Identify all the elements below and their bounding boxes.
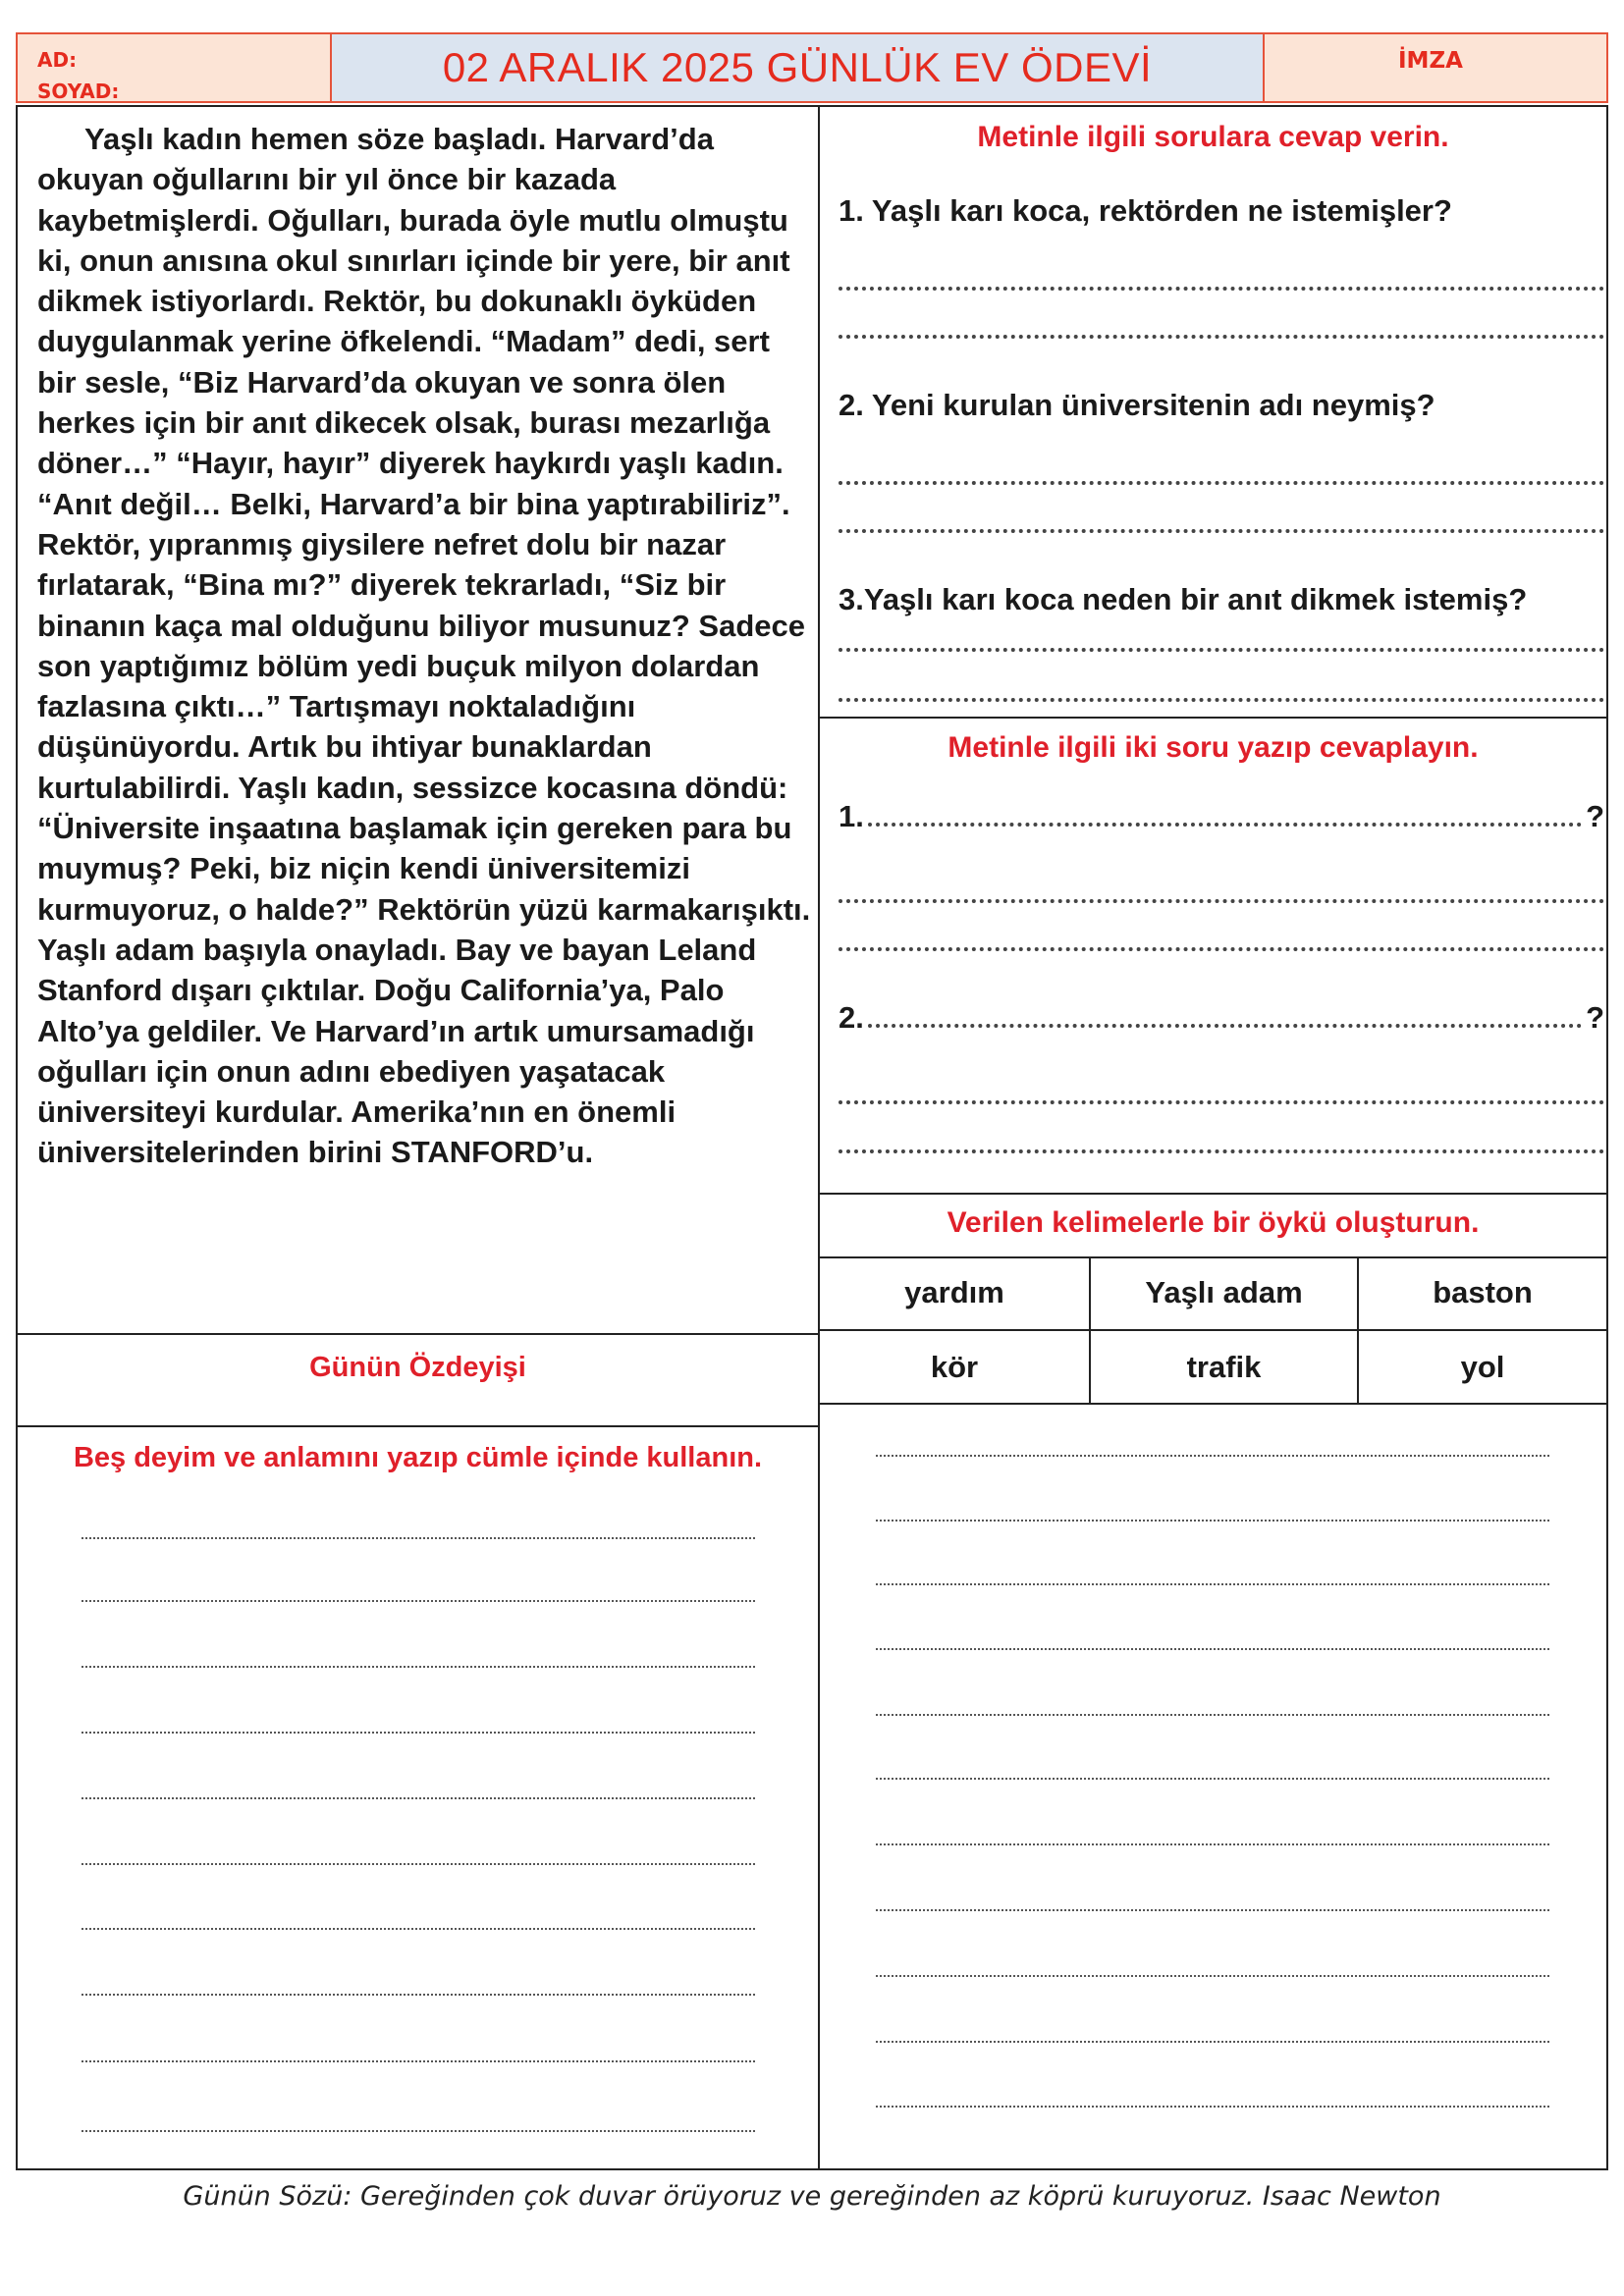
- column-divider: [818, 107, 820, 2168]
- divider-words-row2: [820, 1403, 1606, 1405]
- deyim-answer-line[interactable]: [81, 1928, 755, 1930]
- answer-line[interactable]: [839, 947, 1604, 951]
- story-answer-line[interactable]: [876, 1843, 1549, 1845]
- question-3: 3.Yaşlı karı koca neden bir anıt dikmek istemiş?: [839, 582, 1528, 616]
- answer-line[interactable]: [839, 481, 1604, 485]
- story-answer-line[interactable]: [876, 1583, 1549, 1585]
- deyim-answer-line[interactable]: [81, 1666, 755, 1668]
- own-question-number: 1.: [839, 799, 864, 833]
- deyim-answer-line[interactable]: [81, 1600, 755, 1602]
- quote-of-the-day: Günün Sözü: Gereğinden çok duvar örüyoruz ve gereğinden az köprü kuruyoruz. Isaac Newton: [183, 2181, 1441, 2212]
- divider-words-title-bottom: [820, 1256, 1606, 1258]
- divider-words-row1: [820, 1329, 1606, 1331]
- answer-line[interactable]: [839, 287, 1604, 291]
- questions-title: Metinle ilgili sorulara cevap verin.: [977, 121, 1449, 153]
- soyad-label: SOYAD:: [37, 80, 120, 103]
- deyim-title: Beş deyim ve anlamını yazıp cümle içinde kullanın.: [73, 1442, 763, 1473]
- own-question-line: [868, 1024, 1582, 1028]
- own-question-end: ?: [1586, 1000, 1604, 1035]
- story-answer-line[interactable]: [876, 1975, 1549, 1977]
- answer-line[interactable]: [839, 899, 1604, 903]
- own-question-1[interactable]: [839, 799, 1604, 834]
- signature-label: İMZA: [1398, 48, 1463, 74]
- deyim-answer-line[interactable]: [81, 1797, 755, 1799]
- page-title: 02 ARALIK 2025 GÜNLÜK EV ÖDEVİ: [442, 44, 1153, 90]
- ozdeyis-title: Günün Özdeyişi: [309, 1352, 526, 1383]
- title-box: [332, 32, 1263, 103]
- signature-box[interactable]: [1263, 32, 1608, 103]
- answer-line[interactable]: [839, 1100, 1604, 1104]
- story-answer-line[interactable]: [876, 1909, 1549, 1911]
- story-answer-line[interactable]: [876, 1520, 1549, 1522]
- ad-label: AD:: [37, 48, 78, 72]
- reading-passage: [37, 119, 813, 1173]
- word-cell: kör: [930, 1350, 979, 1384]
- answer-line[interactable]: [839, 698, 1604, 702]
- own-question-line: [868, 823, 1582, 827]
- word-cell: baston: [1433, 1275, 1533, 1309]
- answer-line[interactable]: [839, 335, 1604, 339]
- story-answer-line[interactable]: [876, 2106, 1549, 2108]
- own-question-number: 2.: [839, 1000, 864, 1035]
- deyim-answer-line[interactable]: [81, 1537, 755, 1539]
- answer-line[interactable]: [839, 1149, 1604, 1153]
- passage-text: Yaşlı kadın hemen söze başladı. Harvard’da okuyan oğullarını bir yıl önce bir kazada kaybetmişlerdi. Oğulları, burada öyle mutlu olmuştu ki, onun anısına okul sınırları içinde bir yere, bir anıt dikmek istiyorlardı. Rektör, bu dokunaklı öyküden duygulanmak yerine öfkelendi. “Madam” dedi, sert bir sesle, “Biz Harvard’da okuyan ve sonra ölen herkes için bir anıt dikecek olsak, burası mezarlığa döner…” “Hayır, hayır” diyerek haykırdı yaşlı kadın. “Anıt değil… Belki, Harvard’a bir bina yaptırabiliriz”. Rektör, yıpranmış giysilere nefret dolu bir nazar fırlatarak, “Bina mı?” diyerek tekrarladı, “Siz bir binanın kaça mal olduğunu biliyor musunuz? Sadece son yaptığımız bölüm yedi buçuk milyon dolardan fazlasına çıktı…” Tartışmayı noktaladığını düşünüyordu. Artık bu ihtiyar bunaklardan kurtulabilirdi. Yaşlı kadın, sessizce kocasına döndü: “Üniversite inşaatına başlamak için gereken para bu muymuş? Peki, biz niçin kendi üniversitemizi kurmuyoruz, o halde?” Rektörün yüzü karmakarışıktı. Yaşlı adam başıyla onayladı. Bay ve bayan Leland Stanford dışarı çıktılar. Doğu California’ya, Palo Alto’ya geldiler. Ve Harvard’ın artık umursamadığı oğulları için onun adını ebediyen yaşatacak üniversiteyi kurdular. Amerika’nın en önemli üniversitelerinden birini STANFORD’u.: [37, 122, 811, 1170]
- deyim-answer-line[interactable]: [81, 1863, 755, 1865]
- divider-questions-bottom: [820, 717, 1606, 719]
- worksheet-grid: [16, 105, 1608, 2170]
- deyim-answer-line[interactable]: [81, 1732, 755, 1734]
- name-box[interactable]: [16, 32, 332, 103]
- own-questions-title: Metinle ilgili iki soru yazıp cevaplayın.: [947, 731, 1479, 764]
- answer-line[interactable]: [839, 529, 1604, 533]
- story-words-title: Verilen kelimelerle bir öykü oluşturun.: [947, 1206, 1480, 1239]
- story-answer-line[interactable]: [876, 1714, 1549, 1716]
- own-question-end: ?: [1586, 799, 1604, 833]
- worksheet-header: [16, 32, 1608, 103]
- word-cell: yardım: [904, 1275, 1004, 1309]
- question-2: 2. Yeni kurulan üniversitenin adı neymiş?: [839, 388, 1435, 422]
- deyim-answer-line[interactable]: [81, 2060, 755, 2062]
- divider-ozdeyis-bottom: [18, 1425, 818, 1427]
- word-cell: Yaşlı adam: [1145, 1275, 1303, 1309]
- story-answer-line[interactable]: [876, 1455, 1549, 1457]
- deyim-answer-line[interactable]: [81, 2130, 755, 2132]
- question-1: 1. Yaşlı karı koca, rektörden ne istemişler?: [839, 193, 1452, 228]
- word-cell: trafik: [1186, 1350, 1262, 1384]
- own-question-2[interactable]: [839, 1000, 1604, 1036]
- story-answer-line[interactable]: [876, 1778, 1549, 1780]
- deyim-answer-line[interactable]: [81, 1994, 755, 1996]
- word-cell: yol: [1460, 1350, 1505, 1384]
- story-answer-line[interactable]: [876, 1648, 1549, 1650]
- divider-story-bottom: [18, 1333, 818, 1335]
- story-answer-line[interactable]: [876, 2041, 1549, 2043]
- answer-line[interactable]: [839, 648, 1604, 652]
- divider-own-questions-bottom: [820, 1193, 1606, 1195]
